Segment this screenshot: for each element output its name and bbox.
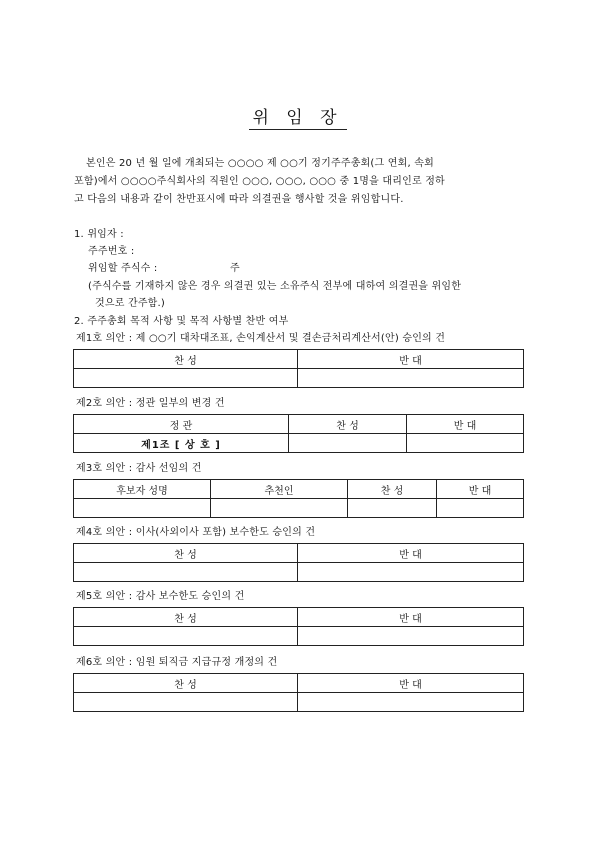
agenda4-vote-table [73,543,524,582]
agenda3-oppose-header: 반 대 [437,480,524,499]
agenda2-title: 제2호 의안 : 정관 일부의 변경 건 [76,398,225,409]
intro-line-2: 포함)에서 ○○○○주식회사의 직원인 ○○○, ○○○, ○○○ 중 1명을 대리인로 정하 [74,176,445,187]
agenda1-oppose-header: 반 대 [298,350,524,369]
agenda3-title: 제3호 의안 : 감사 선임의 건 [76,463,202,474]
agenda2-approve-cell[interactable] [289,434,407,453]
agenda2-approve-header: 찬 성 [289,415,407,434]
section1-heading: 1. 위임자 : [74,229,124,240]
agenda6-oppose-cell[interactable] [298,693,524,712]
agenda6-approve-header: 찬 성 [74,674,298,693]
shares-note-line-1: (주식수를 기재하지 않은 경우 의결권 있는 소유주식 전부에 대하여 의결권을 위임한 [88,281,462,292]
agenda2-articles-header: 정 관 [74,415,289,434]
agenda3-oppose-cell[interactable] [437,499,524,518]
agenda5-approve-cell[interactable] [74,627,298,646]
agenda5-title: 제5호 의안 : 감사 보수한도 승인의 건 [76,591,245,602]
agenda1-oppose-cell[interactable] [298,369,524,388]
agenda6-vote-table [73,673,524,712]
agenda4-approve-header: 찬 성 [74,544,298,563]
agenda6-oppose-header: 반 대 [298,674,524,693]
agenda5-oppose-cell[interactable] [298,627,524,646]
agenda2-oppose-header: 반 대 [407,415,524,434]
agenda4-approve-cell[interactable] [74,563,298,582]
agenda6-title: 제6호 의안 : 임원 퇴직금 지급규정 개정의 건 [76,657,278,668]
agenda4-title: 제4호 의안 : 이사(사외이사 포함) 보수한도 승인의 건 [76,527,316,538]
agenda2-oppose-cell[interactable] [407,434,524,453]
agenda3-candidate-cell[interactable] [74,499,211,518]
intro-line-3: 고 다음의 내용과 같이 찬반표시에 따라 의결권을 행사할 것을 위임합니다. [74,194,404,205]
shares-label: 위임할 주식수 : [88,263,158,274]
agenda4-oppose-cell[interactable] [298,563,524,582]
agenda5-vote-table [73,607,524,646]
agenda1-approve-cell[interactable] [74,369,298,388]
agenda3-recommender-cell[interactable] [211,499,348,518]
shareholder-number-label: 주주번호 : [88,246,135,257]
agenda3-approve-cell[interactable] [348,499,437,518]
document-title: 위 임 장 [252,108,343,128]
agenda3-recommender-header: 추천인 [211,480,348,499]
agenda3-candidate-header: 후보자 성명 [74,480,211,499]
agenda1-approve-header: 찬 성 [74,350,298,369]
agenda5-oppose-header: 반 대 [298,608,524,627]
agenda2-article1-label: 제1조 [ 상 호 ] [74,434,289,453]
shares-note-line-2: 것으로 간주함.) [95,298,166,309]
agenda4-oppose-header: 반 대 [298,544,524,563]
agenda1-title: 제1호 의안 : 제 ○○기 대차대조표, 손익계산서 및 결손금처리계산서(안) 승인의 건 [76,333,446,344]
agenda6-approve-cell[interactable] [74,693,298,712]
section2-heading: 2. 주주총회 목적 사항 및 목적 사항별 찬반 여부 [74,316,289,327]
agenda5-approve-header: 찬 성 [74,608,298,627]
title-underline [249,129,347,130]
intro-line-1: 본인은 20 년 월 일에 개최되는 ○○○○ 제 ○○기 정기주주총회(그 연회, 속회 [86,158,434,169]
shares-unit: 주 [230,263,240,274]
agenda2-vote-table [73,414,524,453]
agenda1-vote-table [73,349,524,388]
agenda3-vote-table [73,479,524,518]
agenda3-approve-header: 찬 성 [348,480,437,499]
